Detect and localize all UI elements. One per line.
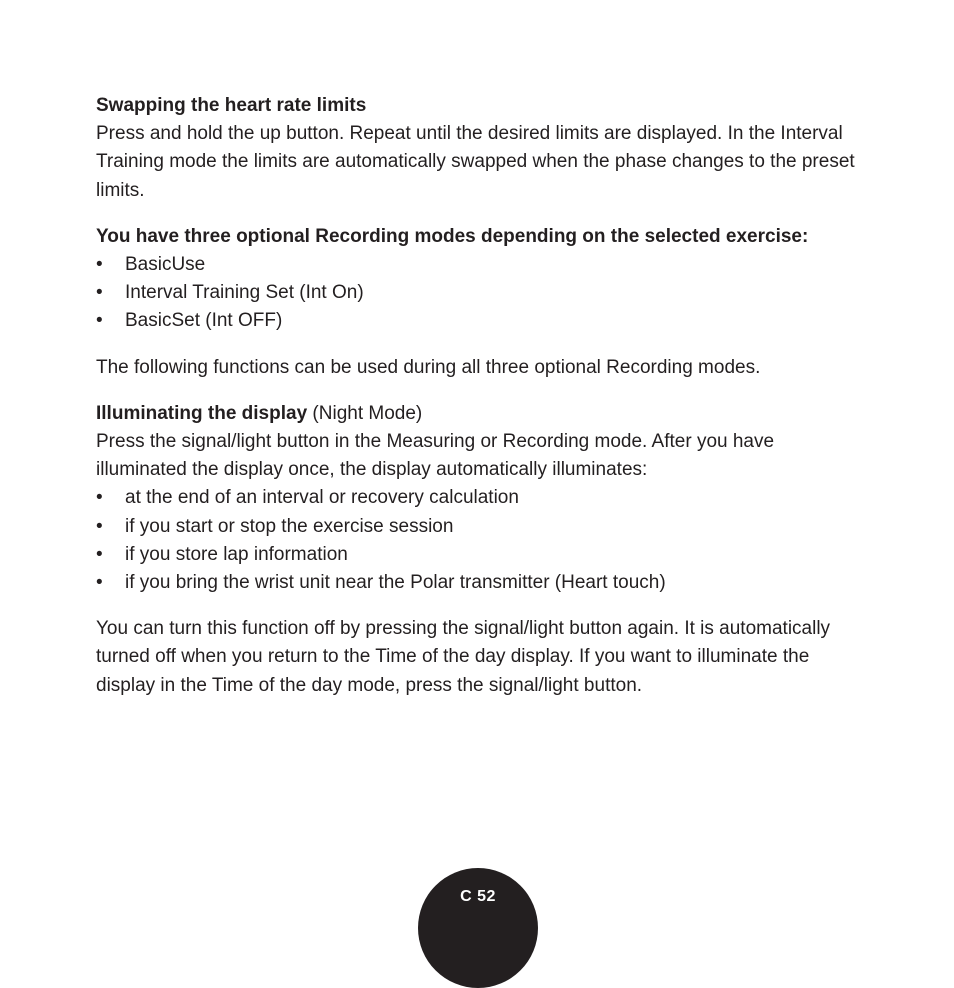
list-item-text: at the end of an interval or recovery calculation bbox=[125, 487, 519, 509]
list-item-text: if you store lap information bbox=[125, 543, 348, 565]
list-item bbox=[96, 513, 856, 541]
section-body: Press and hold the up button. Repeat until the desired limits are displayed. In the Interval Training mode the limits are automatically swapped when the phase changes to the preset limits. bbox=[96, 123, 855, 201]
section-heading: You have three optional Recording modes depending on the selected exercise: bbox=[96, 225, 809, 247]
list-item bbox=[96, 484, 856, 512]
bullet-list bbox=[96, 484, 856, 597]
page-content bbox=[96, 92, 856, 718]
bullet-icon: • bbox=[96, 543, 103, 565]
section-body: The following functions can be used during all three optional Recording modes. bbox=[96, 356, 761, 378]
section-functions-intro bbox=[96, 354, 856, 382]
list-item bbox=[96, 251, 856, 279]
list-item-text: BasicUse bbox=[125, 254, 206, 276]
section-body: You can turn this function off by pressing the signal/light button again. It is automatically turned off when you return to the Time of the day display. If you want to illuminate the display in the Time of the day mode, press the signal/light button. bbox=[96, 618, 831, 696]
list-item bbox=[96, 279, 856, 307]
bullet-icon: • bbox=[96, 572, 103, 594]
section-heading: Swapping the heart rate limits bbox=[96, 95, 367, 116]
section-recording-modes bbox=[96, 223, 856, 336]
section-heading-line bbox=[96, 400, 856, 428]
section-swapping-limits bbox=[96, 92, 856, 205]
list-item-text: Interval Training Set (Int On) bbox=[125, 282, 364, 304]
bullet-icon: • bbox=[96, 515, 103, 537]
bullet-icon: • bbox=[96, 487, 103, 509]
page-number-tab bbox=[418, 868, 538, 988]
bullet-icon: • bbox=[96, 310, 103, 332]
page-number: C 52 bbox=[460, 888, 496, 905]
bullet-icon: • bbox=[96, 282, 103, 304]
section-body: Press the signal/light button in the Measuring or Recording mode. After you have illuminated the display once, the display automatically illuminates: bbox=[96, 431, 775, 481]
list-item bbox=[96, 569, 856, 597]
list-item-text: BasicSet (Int OFF) bbox=[125, 310, 283, 332]
section-illuminating bbox=[96, 400, 856, 597]
list-item bbox=[96, 541, 856, 569]
list-item bbox=[96, 307, 856, 335]
bullet-list bbox=[96, 251, 856, 336]
list-item-text: if you bring the wrist unit near the Polar transmitter (Heart touch) bbox=[125, 572, 666, 594]
section-turn-off bbox=[96, 615, 856, 700]
section-heading-suffix: (Night Mode) bbox=[307, 402, 423, 424]
bullet-icon: • bbox=[96, 254, 103, 276]
section-heading: Illuminating the display bbox=[96, 402, 308, 424]
list-item-text: if you start or stop the exercise session bbox=[125, 515, 454, 537]
